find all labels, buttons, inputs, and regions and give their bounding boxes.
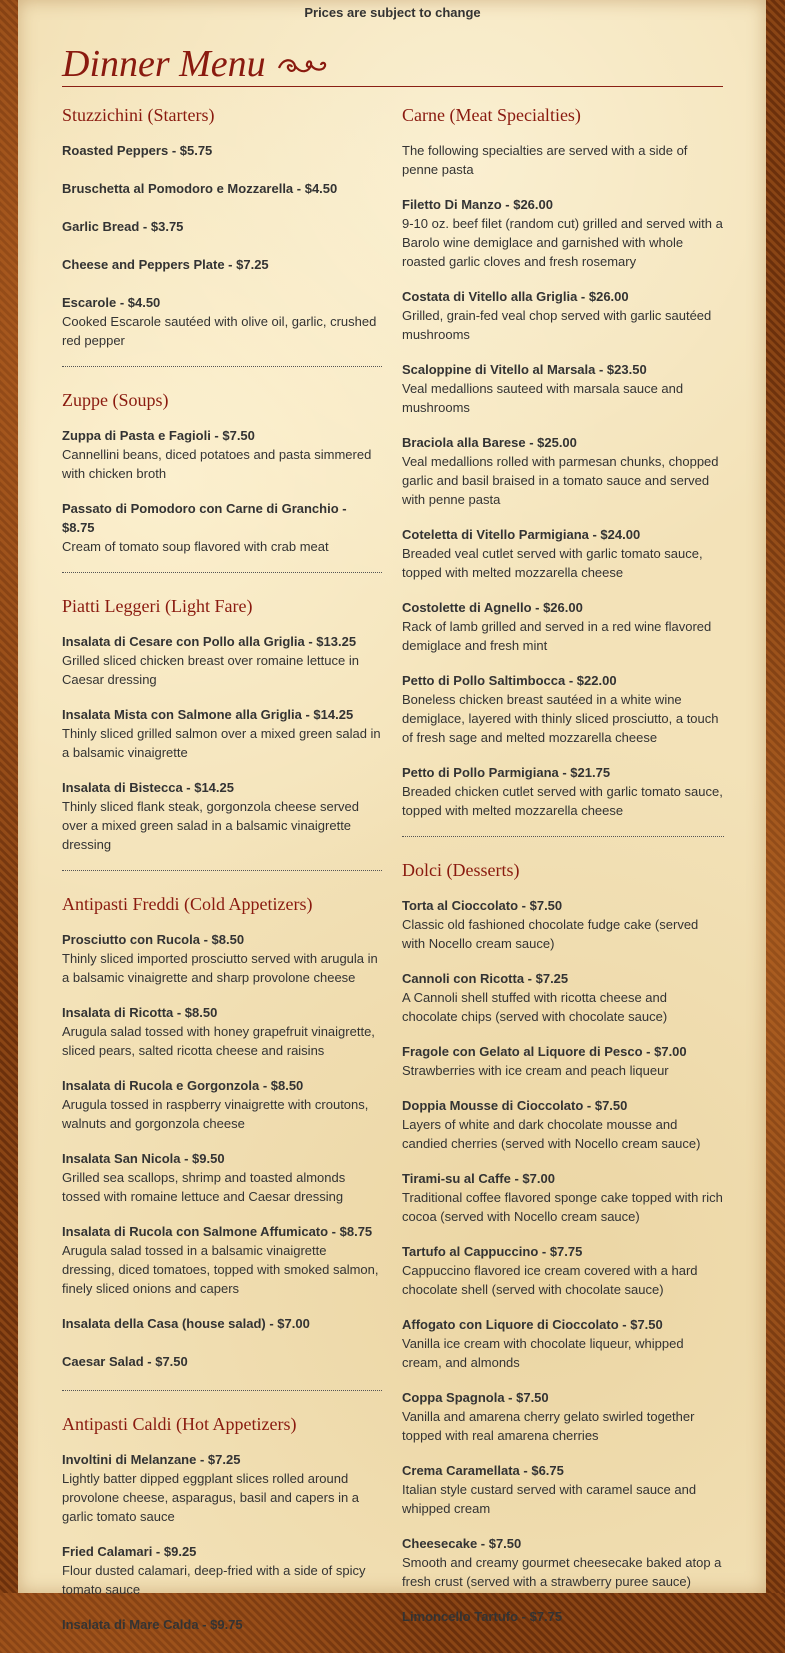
- menu-item: [402, 360, 724, 417]
- menu-item-name: Crema Caramellata - $6.75: [402, 1463, 564, 1478]
- menu-item: [62, 930, 382, 987]
- menu-item-name: Escarole - $4.50: [62, 295, 161, 310]
- menu-item-description: Lightly batter dipped eggplant slices rolled around provolone cheese, asparagus, basil and capers in a garlic tomato sauce: [62, 1471, 360, 1524]
- menu-item: [402, 671, 724, 747]
- menu-item: [62, 426, 382, 483]
- menu-item: [62, 499, 382, 556]
- section-title-piatti-leggeri: Piatti Leggeri (Light Fare): [62, 596, 253, 616]
- menu-item-name: Fragole con Gelato al Liquore di Pesco - $7.00: [402, 1044, 687, 1059]
- menu-item: [402, 195, 724, 271]
- section-title-dolci: Dolci (Desserts): [402, 860, 520, 880]
- menu-item-name: Costolette di Agnello - $26.00: [402, 600, 583, 615]
- menu-item: [62, 778, 382, 854]
- menu-item: [62, 1352, 382, 1371]
- price-notice: Prices are subject to change: [304, 5, 481, 20]
- menu-item-description: Grilled, grain-fed veal chop served with garlic sautéed mushrooms: [402, 308, 712, 342]
- menu-item-name: Zuppa di Pasta e Fagioli - $7.50: [62, 428, 255, 443]
- menu-item-description: Strawberries with ice cream and peach liqueur: [402, 1063, 669, 1078]
- menu-item-description: Thinly sliced flank steak, gorgonzola cheese served over a mixed green salad in a balsamic vinaigrette dressing: [62, 799, 359, 852]
- section-title-antipasti-freddi: Antipasti Freddi (Cold Appetizers): [62, 894, 313, 914]
- menu-item: [62, 1615, 382, 1634]
- menu-item-name: Insalata della Casa (house salad) - $7.00: [62, 1316, 310, 1331]
- menu-item-name: Insalata di Cesare con Pollo alla Griglia - $13.25: [62, 634, 357, 649]
- menu-item-description: Rack of lamb grilled and served in a red wine flavored demiglace and fresh mint: [402, 619, 712, 653]
- menu-item: [402, 763, 724, 820]
- menu-item-description: Breaded chicken cutlet served with garlic tomato sauce, topped with melted mozzarella cheese: [402, 784, 723, 818]
- menu-item-description: Veal medallions rolled with parmesan chunks, chopped garlic and basil braised in a tomato sauce and served with penne pasta: [402, 454, 719, 507]
- section-divider: [62, 870, 382, 871]
- menu-item: [62, 1003, 382, 1060]
- menu-item-description: Flour dusted calamari, deep-fried with a side of spicy tomato sauce: [62, 1563, 366, 1597]
- menu-item-description: A Cannoli shell stuffed with ricotta cheese and chocolate chips (served with chocolate sauce): [402, 990, 668, 1024]
- menu-item-description: Vanilla ice cream with chocolate liqueur, whipped cream, and almonds: [402, 1336, 684, 1370]
- menu-item-description: Layers of white and dark chocolate mousse and candied cherries (served with Nocello cream sauce): [402, 1117, 701, 1151]
- menu-item: [402, 433, 724, 509]
- menu-item-name: Caesar Salad - $7.50: [62, 1354, 188, 1369]
- menu-item: [402, 1534, 724, 1591]
- menu-item: [402, 1461, 724, 1518]
- menu-item: [402, 1096, 724, 1153]
- menu-item-name: Insalata di Ricotta - $8.50: [62, 1005, 218, 1020]
- menu-item-name: Fried Calamari - $9.25: [62, 1544, 197, 1559]
- menu-item-name: Scaloppine di Vitello al Marsala - $23.50: [402, 362, 647, 377]
- menu-item: [62, 293, 382, 350]
- menu-item-name: Cheesecake - $7.50: [402, 1536, 522, 1551]
- menu-item-name: Prosciutto con Rucola - $8.50: [62, 932, 245, 947]
- menu-item: [402, 969, 724, 1026]
- menu-item-description: Cream of tomato soup flavored with crab meat: [62, 539, 329, 554]
- menu-item-description: Grilled sliced chicken breast over romaine lettuce in Caesar dressing: [62, 653, 359, 687]
- menu-item-description: Thinly sliced imported prosciutto served with arugula in a balsamic vinaigrette and sharp provolone cheese: [62, 951, 378, 985]
- menu-item-description: Arugula salad tossed in a balsamic vinaigrette dressing, diced tomatoes, topped with smoked salmon, finely sliced onions and capers: [62, 1243, 379, 1296]
- section-divider: [62, 366, 382, 367]
- menu-item-name: Torta al Cioccolato - $7.50: [402, 898, 563, 913]
- menu-item: [62, 1222, 382, 1298]
- menu-item-description: Arugula salad tossed with honey grapefruit vinaigrette, sliced pears, salted ricotta cheese and raisins: [62, 1024, 375, 1058]
- menu-item-description: Smooth and creamy gourmet cheesecake baked atop a fresh crust (served with a strawberry puree sauce): [402, 1555, 722, 1589]
- menu-item: [402, 896, 724, 953]
- page-title: Dinner Menu: [62, 43, 266, 85]
- menu-item-name: Tartufo al Cappuccino - $7.75: [402, 1244, 583, 1259]
- menu-item: [62, 1542, 382, 1599]
- menu-item: [402, 1388, 724, 1445]
- section-title-stuzzichini: Stuzzichini (Starters): [62, 105, 215, 125]
- menu-item-description: Cooked Escarole sautéed with olive oil, garlic, crushed red pepper: [62, 314, 377, 348]
- menu-item-name: Limoncello Tartufo - $7.75: [402, 1609, 563, 1624]
- menu-item: [62, 632, 382, 689]
- left-column: [62, 104, 382, 1653]
- menu-item: [62, 255, 382, 274]
- menu-item-name: Involtini di Melanzane - $7.25: [62, 1452, 241, 1467]
- menu-item-name: Petto di Pollo Saltimbocca - $22.00: [402, 673, 617, 688]
- menu-item-name: Tirami-su al Caffe - $7.00: [402, 1171, 555, 1186]
- menu-item-name: Passato di Pomodoro con Carne di Granchio - $8.75: [62, 501, 347, 535]
- menu-item-name: Insalata di Mare Calda - $9.75: [62, 1617, 243, 1632]
- menu-item-name: Insalata di Bistecca - $14.25: [62, 780, 234, 795]
- menu-item-name: Garlic Bread - $3.75: [62, 219, 184, 234]
- menu-item-name: Bruschetta al Pomodoro e Mozzarella - $4.50: [62, 181, 338, 196]
- menu-item: [402, 598, 724, 655]
- menu-item-name: Insalata Mista con Salmone alla Griglia - $14.25: [62, 707, 354, 722]
- menu-item-description: Grilled sea scallops, shrimp and toasted almonds tossed with romaine lettuce and Caesar dressing: [62, 1170, 346, 1204]
- menu-item-description: Breaded veal cutlet served with garlic tomato sauce, topped with melted mozzarella cheese: [402, 546, 703, 580]
- menu-item: [62, 1076, 382, 1133]
- menu-header: [62, 42, 723, 87]
- menu-item-name: Cannoli con Ricotta - $7.25: [402, 971, 569, 986]
- section-note: The following specialties are served with a side of penne pasta: [402, 143, 688, 177]
- menu-item: [62, 141, 382, 160]
- section-title-antipasti-caldi: Antipasti Caldi (Hot Appetizers): [62, 1414, 297, 1434]
- menu-item-description: Cannellini beans, diced potatoes and pasta simmered with chicken broth: [62, 447, 372, 481]
- menu-item: [62, 1149, 382, 1206]
- menu-item-name: Roasted Peppers - $5.75: [62, 143, 213, 158]
- menu-item: [402, 1315, 724, 1372]
- section-divider: [402, 836, 724, 837]
- menu-item: [402, 1169, 724, 1226]
- menu-item-name: Cheese and Peppers Plate - $7.25: [62, 257, 269, 272]
- menu-item-name: Doppia Mousse di Cioccolato - $7.50: [402, 1098, 628, 1113]
- menu-item-name: Insalata di Rucola e Gorgonzola - $8.50: [62, 1078, 304, 1093]
- section-title-carne: Carne (Meat Specialties): [402, 105, 581, 125]
- right-column: [402, 104, 724, 1645]
- menu-item: [402, 1242, 724, 1299]
- section-divider: [62, 1390, 382, 1391]
- menu-item-description: Italian style custard served with caramel sauce and whipped cream: [402, 1482, 697, 1516]
- menu-item-description: Traditional coffee flavored sponge cake topped with rich cocoa (served with Nocello cream sauce): [402, 1190, 723, 1224]
- menu-item-name: Coppa Spagnola - $7.50: [402, 1390, 549, 1405]
- menu-item-name: Braciola alla Barese - $25.00: [402, 435, 577, 450]
- section-divider: [62, 572, 382, 573]
- menu-item-description: Veal medallions sauteed with marsala sauce and mushrooms: [402, 381, 684, 415]
- menu-item: [62, 179, 382, 198]
- menu-item-description: Vanilla and amarena cherry gelato swirled together topped with real amarena cherries: [402, 1409, 695, 1443]
- section-title-zuppe: Zuppe (Soups): [62, 390, 169, 410]
- menu-item-name: Affogato con Liquore di Cioccolato - $7.50: [402, 1317, 663, 1332]
- menu-item-description: Classic old fashioned chocolate fudge cake (served with Nocello cream sauce): [402, 917, 699, 951]
- menu-item: [402, 1607, 724, 1626]
- menu-item: [62, 1314, 382, 1333]
- menu-item-description: 9-10 oz. beef filet (random cut) grilled and served with a Barolo wine demiglace and garnished with whole roasted garlic cloves and fresh rosemary: [402, 216, 723, 269]
- menu-item: [402, 287, 724, 344]
- menu-item-description: Cappuccino flavored ice cream covered with a hard chocolate shell (served with chocolate sauce): [402, 1263, 698, 1297]
- menu-item: [402, 1042, 724, 1080]
- menu-item-description: Boneless chicken breast sautéed in a white wine demiglace, layered with thinly sliced prosciutto, a touch of fresh sage and melted mozzarella cheese: [402, 692, 719, 745]
- menu-item: [402, 525, 724, 582]
- menu-item: [62, 1450, 382, 1526]
- menu-item-name: Costata di Vitello alla Griglia - $26.00: [402, 289, 629, 304]
- menu-item-name: Insalata San Nicola - $9.50: [62, 1151, 225, 1166]
- menu-item-name: Petto di Pollo Parmigiana - $21.75: [402, 765, 611, 780]
- menu-item: [62, 705, 382, 762]
- flourish-ornament-icon: [277, 56, 327, 76]
- menu-item-name: Filetto Di Manzo - $26.00: [402, 197, 553, 212]
- menu-item: [62, 217, 382, 236]
- menu-item-name: Insalata di Rucola con Salmone Affumicato - $8.75: [62, 1224, 373, 1239]
- menu-item-name: Coteletta di Vitello Parmigiana - $24.00: [402, 527, 641, 542]
- menu-item-description: Arugula tossed in raspberry vinaigrette with croutons, walnuts and gorgonzola cheese: [62, 1097, 369, 1131]
- menu-item-description: Thinly sliced grilled salmon over a mixed green salad in a balsamic vinaigrette: [62, 726, 381, 760]
